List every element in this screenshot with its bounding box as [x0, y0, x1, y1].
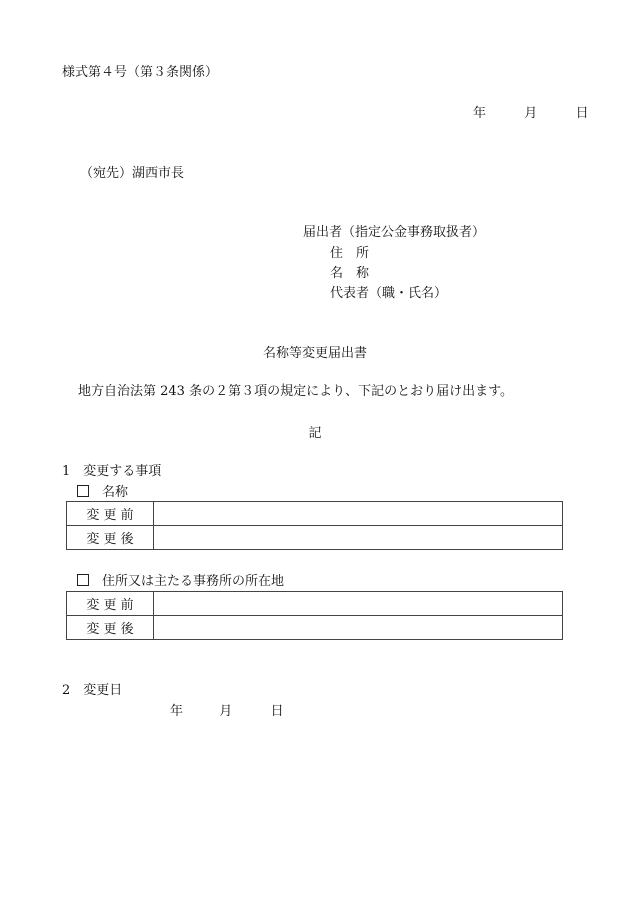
notifier-title: 届出者（指定公金事務取扱者） — [303, 225, 486, 240]
table-row — [67, 502, 563, 526]
address-after-field[interactable] — [154, 616, 563, 640]
notifier-address-label: 住 所 — [330, 246, 370, 261]
change-date-day: 日 — [270, 704, 284, 719]
table-row — [67, 526, 563, 550]
header-date — [473, 106, 589, 122]
document-title: 名称等変更届出書 — [262, 346, 367, 361]
name-checkbox[interactable] — [77, 485, 89, 497]
form-number: 様式第４号（第３条関係） — [62, 65, 219, 80]
address-change-table — [66, 591, 563, 640]
header-date-year: 年 — [473, 106, 487, 121]
notifier-representative-label: 代表者（職・氏名） — [330, 286, 448, 301]
change-date — [170, 704, 284, 720]
notifier-name-label: 名 称 — [330, 266, 370, 281]
address-change-item — [77, 574, 284, 590]
address-before-field[interactable] — [154, 592, 563, 616]
name-after-field[interactable] — [154, 526, 563, 550]
table-row — [67, 592, 563, 616]
address-after-label: 変 更 後 — [67, 616, 154, 640]
address-before-label: 変 更 前 — [67, 592, 154, 616]
section1-heading: 1 変更する事項 — [62, 464, 162, 479]
table-row — [67, 616, 563, 640]
header-date-month: 月 — [524, 106, 538, 121]
change-date-month: 月 — [219, 704, 233, 719]
name-change-table — [66, 501, 563, 550]
ki-label: 記 — [308, 426, 322, 441]
section2-heading: 2 変更日 — [62, 683, 123, 698]
name-after-label: 変 更 後 — [67, 526, 154, 550]
change-date-year: 年 — [170, 704, 184, 719]
name-checkbox-label: 名称 — [102, 485, 129, 500]
header-date-day: 日 — [575, 106, 589, 121]
addressee: （宛先）湖西市長 — [80, 166, 185, 181]
name-before-field[interactable] — [154, 502, 563, 526]
name-before-label: 変 更 前 — [67, 502, 154, 526]
address-checkbox-label: 住所又は主たる事務所の所在地 — [102, 574, 285, 589]
body-text: 地方自治法第 243 条の２第３項の規定により、下記のとおり届け出ます。 — [78, 384, 514, 399]
name-change-item — [77, 485, 128, 501]
address-checkbox[interactable] — [77, 574, 89, 586]
